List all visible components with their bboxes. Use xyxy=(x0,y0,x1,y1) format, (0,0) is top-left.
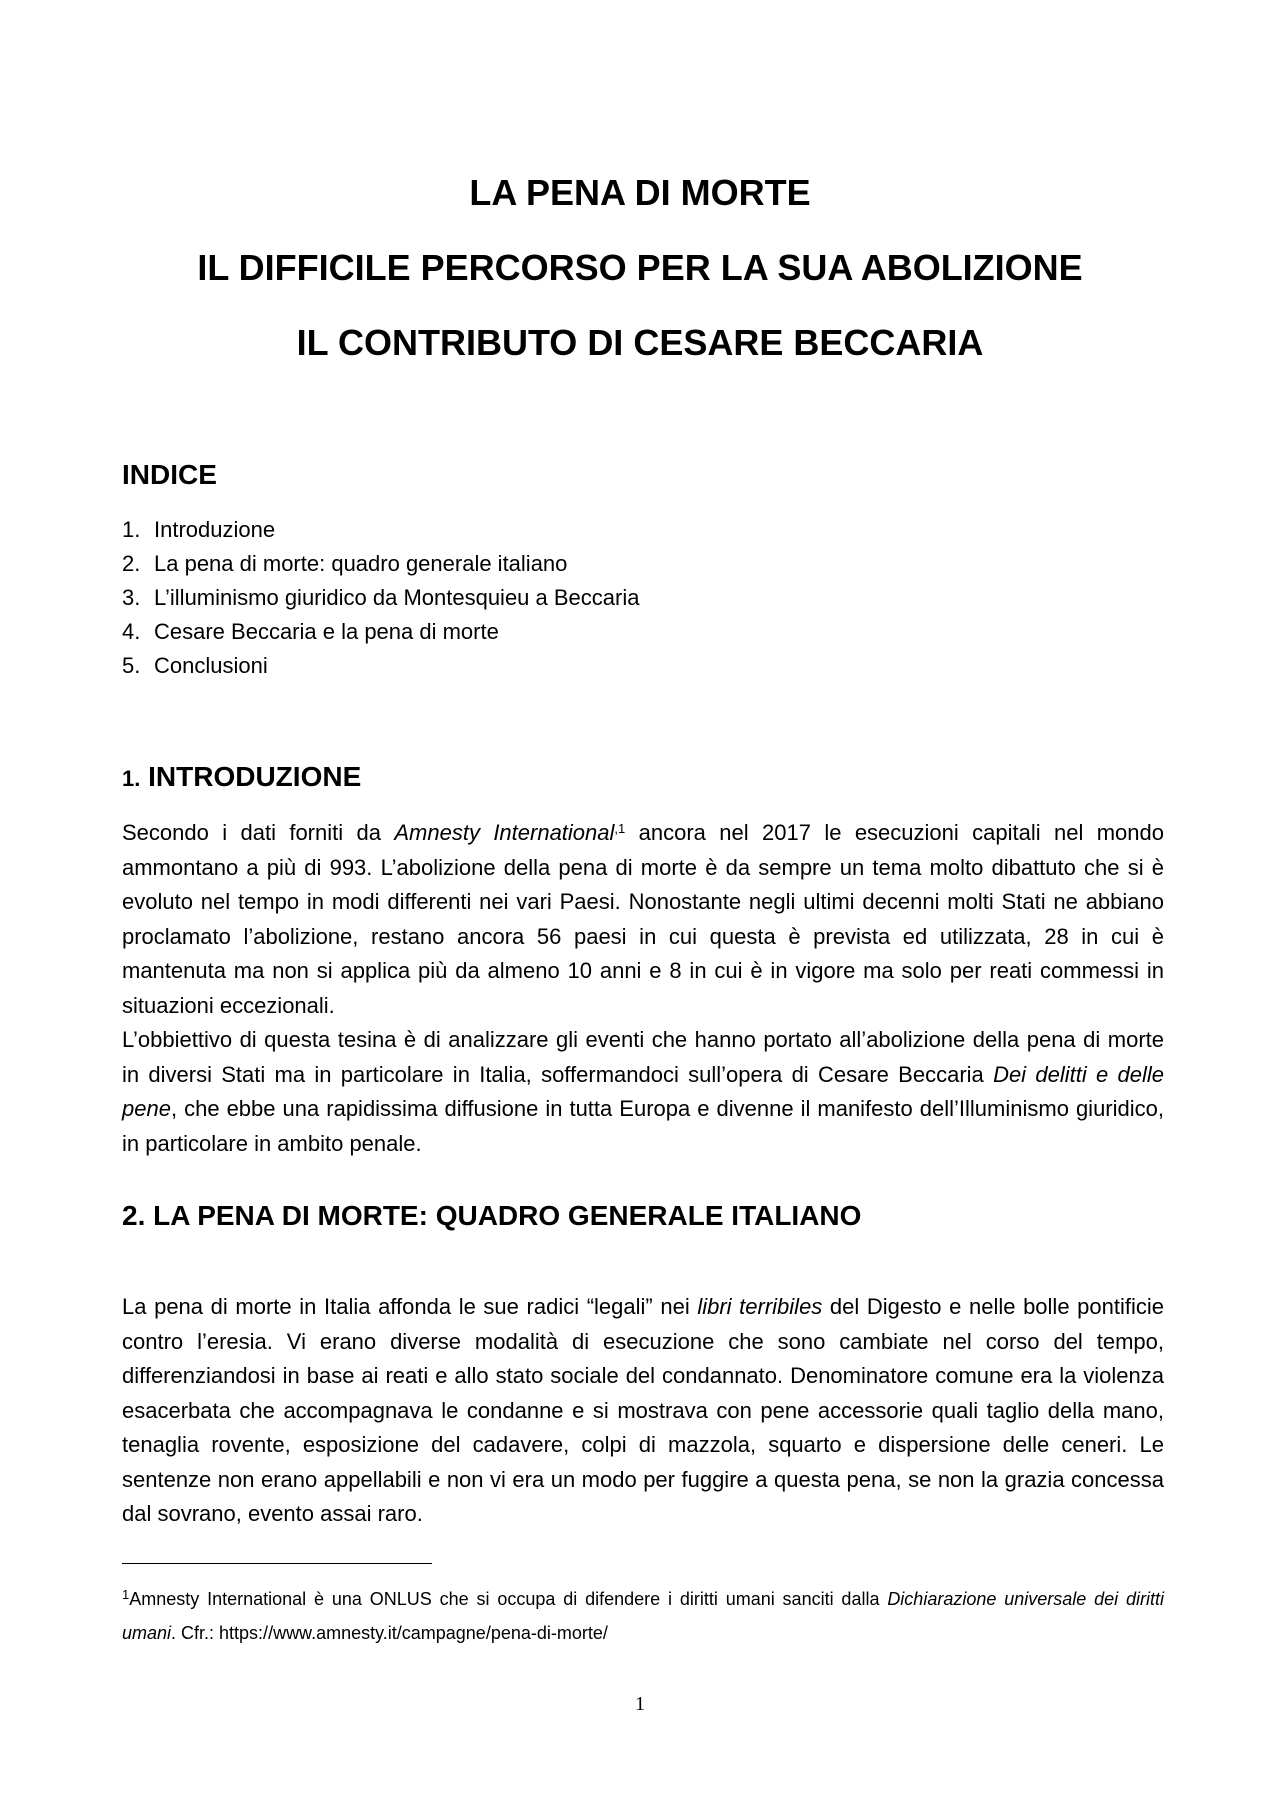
text-run: Amnesty International è una ONLUS che si occupa di difendere i diritti umani sanciti dalla xyxy=(129,1589,888,1609)
footnote-mark: 1 xyxy=(122,1587,130,1602)
text-run: del Digesto e nelle bolle pontificie contro l’eresia. Vi erano diverse modalità di esecuzione che sono cambiate nel corso del tempo, differenziandosi in base ai reati e allo stato sociale del condannato. Denominatore comune era la violenza esacerbata che accompagnava le condanne e si mostrava con pene accessorie quali taglio della mano, tenaglia rovente, esposizione del cadavere, colpi di mazzola, squarto e dispersione delle ceneri. Le sentenze non erano appellabili e non vi era un modo per fuggire a questa pena, se non la grazia concessa dal sovrano, evento assai raro. xyxy=(122,1294,1164,1526)
index-item-label: La pena di morte: quadro generale italiano xyxy=(154,551,568,576)
page-number: 1 xyxy=(635,1693,645,1715)
index-item-label: L’illuminismo giuridico da Montesquieu a Beccaria xyxy=(154,585,640,610)
text-run: Secondo i dati forniti da xyxy=(122,820,395,845)
index-item xyxy=(122,615,1164,649)
index-heading: INDICE xyxy=(122,459,217,490)
index-item-number: 2. xyxy=(122,551,141,576)
footnote-reference: ,1 xyxy=(614,821,626,836)
index-item-number: 4. xyxy=(122,619,141,644)
text-run-italic: Dei delitti e delle pene xyxy=(122,1061,1164,1121)
section-heading-quadro-generale: 2. LA PENA DI MORTE: QUADRO GENERALE ITALIANO xyxy=(122,1200,862,1231)
footnote xyxy=(122,1582,1164,1650)
section-heading-text: INTRODUZIONE xyxy=(148,761,362,792)
title-line-3: IL CONTRIBUTO DI CESARE BECCARIA xyxy=(296,322,984,363)
index-item-label: Conclusioni xyxy=(154,653,268,678)
section-heading-introduzione xyxy=(122,757,1164,799)
paragraph xyxy=(122,816,1164,1023)
index-item-number: 5. xyxy=(122,653,141,678)
text-run: . Cfr.: https://www.amnesty.it/campagne/pena-di-morte/ xyxy=(171,1623,608,1643)
document-title xyxy=(0,155,1280,380)
index-item xyxy=(122,513,1164,547)
index-item xyxy=(122,547,1164,581)
title-line-2: IL DIFFICILE PERCORSO PER LA SUA ABOLIZIONE xyxy=(197,247,1083,288)
text-run-italic: libri terribiles xyxy=(697,1294,823,1319)
paragraph xyxy=(122,1290,1164,1532)
index-list xyxy=(122,513,1164,683)
text-run: L’obbiettivo di questa tesina è di analizzare gli eventi che hanno portato all’abolizione della pena di morte in diversi Stati ma in particolare in Italia, soffermandoci sull’opera di Cesare Beccaria xyxy=(122,1027,1164,1087)
index-item xyxy=(122,581,1164,615)
section-heading-number: 1. xyxy=(122,766,141,791)
text-run: , che ebbe una rapidissima diffusione in tutta Europa e divenne il manifesto dell’Illuminismo giuridico, in particolare in ambito penale. xyxy=(122,1096,1164,1156)
paragraph xyxy=(122,1023,1164,1161)
index-item-number: 1. xyxy=(122,517,141,542)
text-run: La pena di morte in Italia affonda le sue radici “legali” nei xyxy=(122,1294,698,1319)
section-1-body xyxy=(122,816,1164,1161)
index-item-number: 3. xyxy=(122,585,141,610)
index-item-label: Introduzione xyxy=(154,517,276,542)
index-item-label: Cesare Beccaria e la pena di morte xyxy=(154,619,499,644)
text-run-italic: Dichiarazione universale dei diritti umani xyxy=(122,1589,1164,1643)
index-item xyxy=(122,649,1164,683)
text-run: ancora nel 2017 le esecuzioni capitali nel mondo ammontano a più di 993. L’abolizione della pena di morte è da sempre un tema molto dibattuto che si è evoluto nel tempo in modi differenti nei vari Paesi. Nonostante negli ultimi decenni molti Stati ne abbiano proclamato l’abolizione, restano ancora 56 paesi in cui questa è prevista ed utilizzata, 28 in cui è mantenuta ma non si applica più da almeno 10 anni e 8 in cui è in vigore ma solo per reati commessi in situazioni eccezionali. xyxy=(122,820,1164,1018)
section-2-body xyxy=(122,1290,1164,1532)
text-run-italic: Amnesty International xyxy=(394,820,615,845)
footnote-separator xyxy=(122,1563,432,1564)
title-line-1: LA PENA DI MORTE xyxy=(469,172,811,213)
